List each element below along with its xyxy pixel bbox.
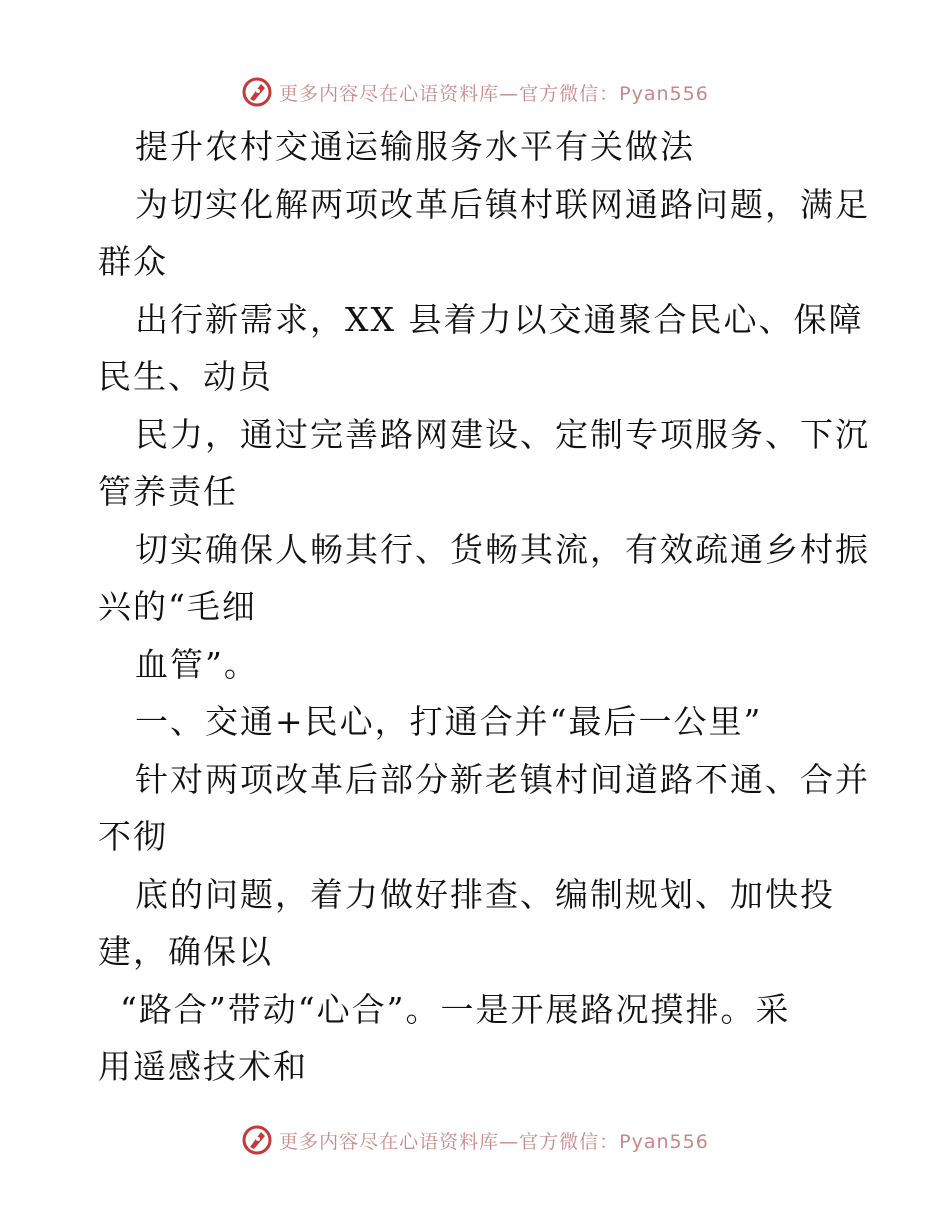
footer-banner [0, 1120, 950, 1160]
text-line: “路合”带动“心合”。一是开展路况摸排。采 [120, 989, 791, 1029]
footer-banner-text: 更多内容尽在心语资料库—官方微信：Pyan556 [279, 1130, 709, 1153]
pen-nib-icon [241, 76, 273, 108]
text-line: 民力，通过完善路网建设、定制专项服务、下沉 [135, 414, 870, 454]
text-line: 底的问题，着力做好排查、编制规划、加快投 [135, 874, 835, 914]
header-banner-text: 更多内容尽在心语资料库—官方微信：Pyan556 [279, 82, 709, 105]
header-banner [0, 72, 950, 112]
text-line: 管养责任 [98, 472, 238, 511]
text-line: 民生、动员 [98, 357, 273, 396]
pen-nib-icon [241, 1124, 273, 1156]
text-line: 血管”。 [135, 644, 259, 684]
text-line: 为切实化解两项改革后镇村联网通路问题，满足 [135, 184, 870, 224]
text-line: 针对两项改革后部分新老镇村间道路不通、合并 [135, 759, 870, 799]
document-body [98, 118, 870, 1096]
text-line: 用遥感技术和 [98, 1047, 308, 1086]
text-line: 出行新需求，XX 县着力以交通聚合民心、保障 [135, 299, 864, 339]
document-title: 提升农村交通运输服务水平有关做法 [135, 127, 695, 166]
text-line: 切实确保人畅其行、货畅其流，有效疏通乡村振 [135, 529, 870, 569]
text-line: 不彻 [98, 817, 168, 856]
text-line: 兴的“毛细 [98, 587, 257, 626]
text-line: 建，确保以 [98, 932, 273, 971]
section-heading: 一、交通+民心，打通合并“最后一公里” [135, 702, 763, 741]
text-line: 群众 [98, 242, 168, 281]
